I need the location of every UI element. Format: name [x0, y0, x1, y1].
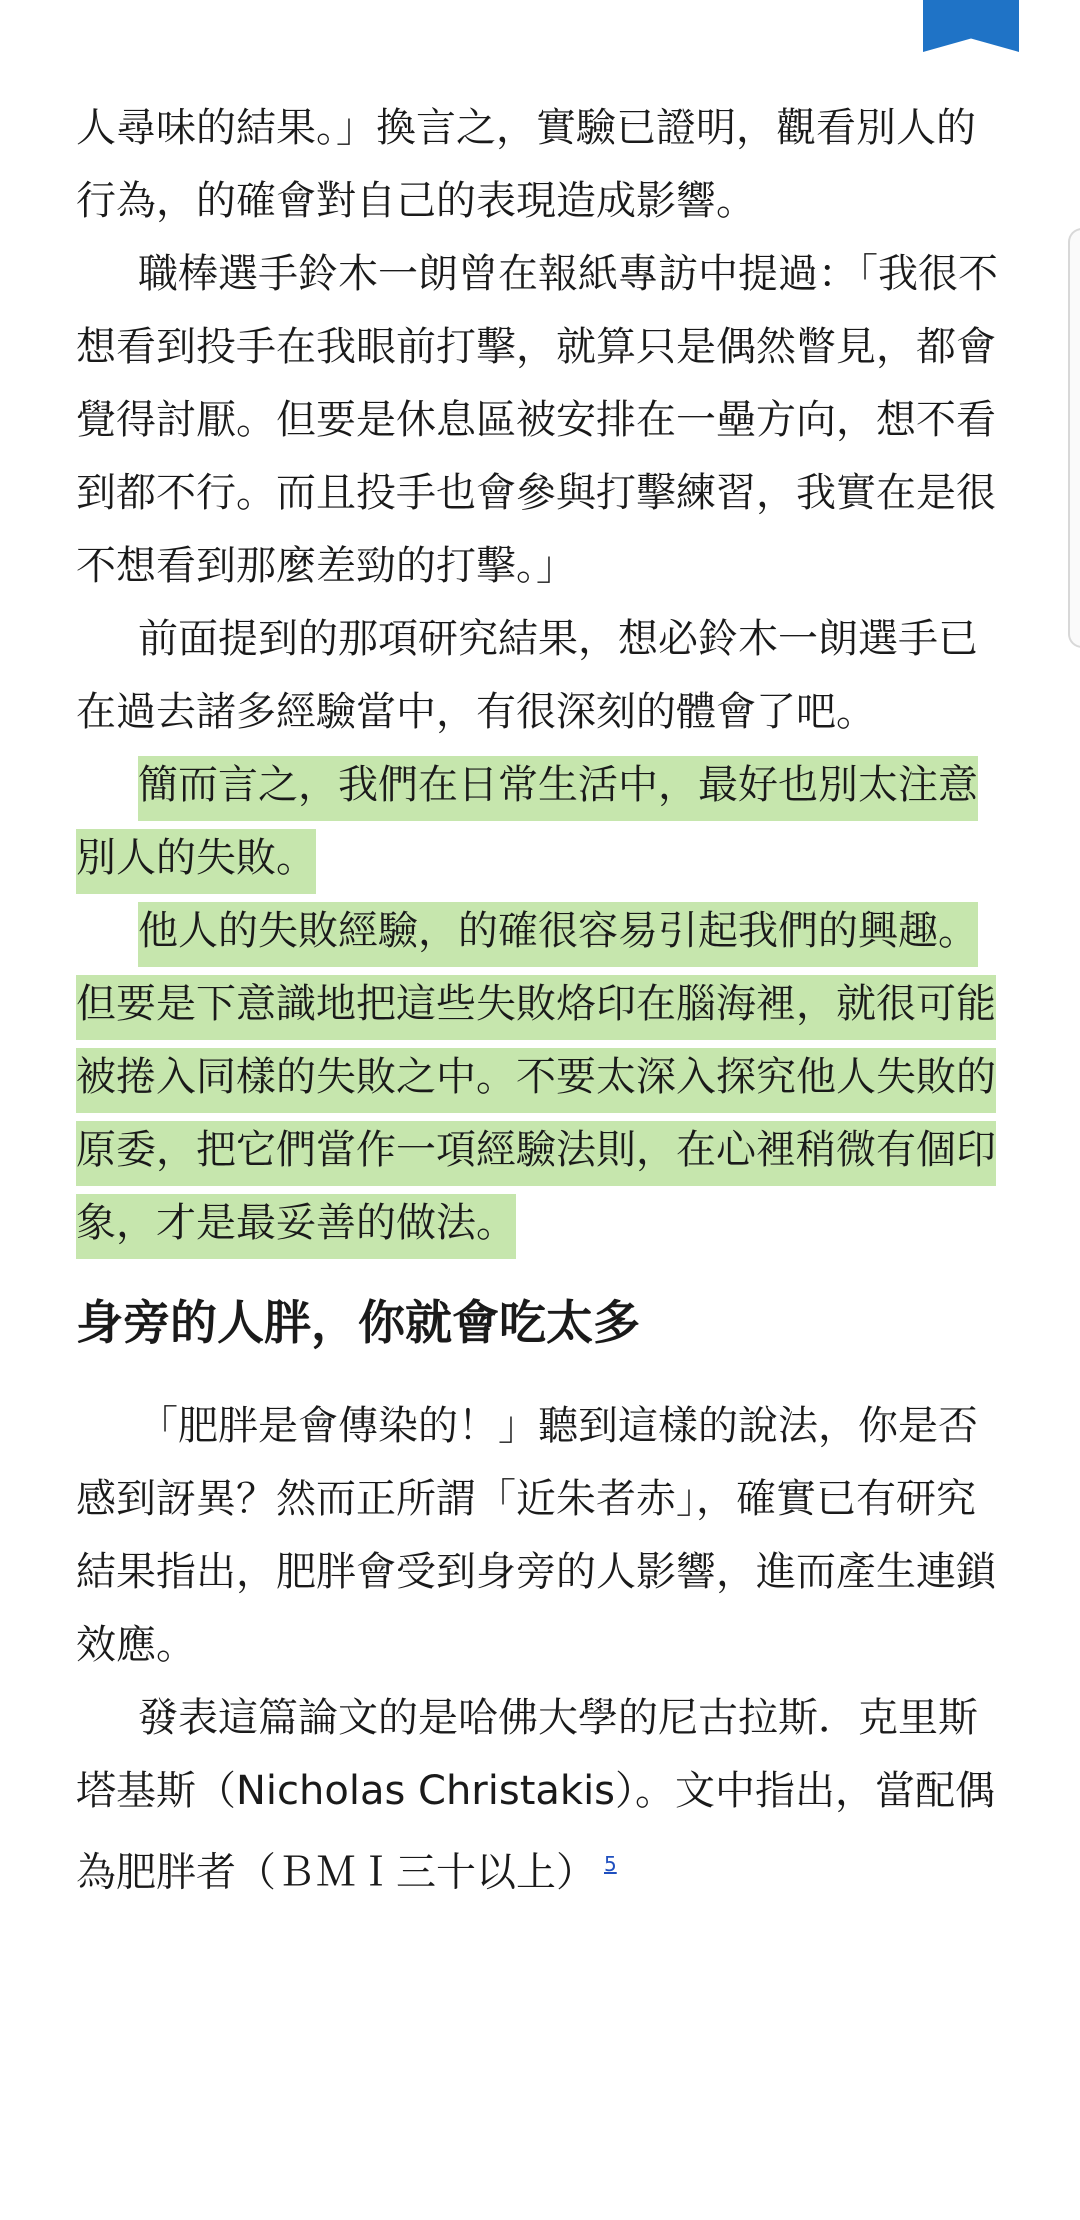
- scrollbar-handle[interactable]: [1068, 228, 1080, 648]
- footnote-link[interactable]: 5: [604, 1852, 617, 1876]
- highlighted-paragraph-2[interactable]: [76, 895, 1004, 1260]
- paragraph-3: 前面提到的那項研究結果，想必鈴木一朗選手已在過去諸多經驗當中，有很深刻的體會了吧。: [76, 616, 978, 735]
- highlight-text-2[interactable]: 他人的失敗經驗，的確很容易引起我們的興趣。但要是下意識地把這些失敗烙印在腦海裡，就很可能被捲入同樣的失敗之中。不要太深入探究他人失敗的原委，把它們當作一項經驗法則，在心裡稍微有個印象，才是最妥善的做法。: [76, 902, 996, 1259]
- section-heading: 身旁的人胖，你就會吃太多: [76, 1296, 640, 1351]
- paragraph-7: [76, 1682, 1004, 1909]
- paragraph-2: 職棒選手鈴木一朗曾在報紙專訪中提過：「我很不想看到投手在我眼前打擊，就算只是偶然瞥見，都會覺得討厭。但要是休息區被安排在一壘方向，想不看到都不行。而且投手也會參與打擊練習，我實在是很不想看到那麼差勁的打擊。」: [76, 251, 998, 589]
- highlighted-paragraph-1[interactable]: [76, 749, 1004, 895]
- book-page: [76, 92, 1004, 1909]
- paragraph-7-text: 發表這篇論文的是哈佛大學的尼古拉斯．克里斯塔基斯（Nicholas Christakis）。文中指出，當配偶為肥胖者（ＢＭＩ三十以上）: [76, 1695, 996, 1896]
- bookmark-icon[interactable]: [923, 0, 1019, 52]
- paragraph-1: 人尋味的結果。」換言之，實驗已證明，觀看別人的行為，的確會對自己的表現造成影響。: [76, 105, 976, 224]
- highlight-text-1[interactable]: 簡而言之，我們在日常生活中，最好也別太注意別人的失敗。: [76, 756, 978, 894]
- paragraph-6: 「肥胖是會傳染的！」聽到這樣的說法，你是否感到訝異？然而正所謂「近朱者赤」，確實已有研究結果指出，肥胖會受到身旁的人影響，進而產生連鎖效應。: [76, 1403, 996, 1668]
